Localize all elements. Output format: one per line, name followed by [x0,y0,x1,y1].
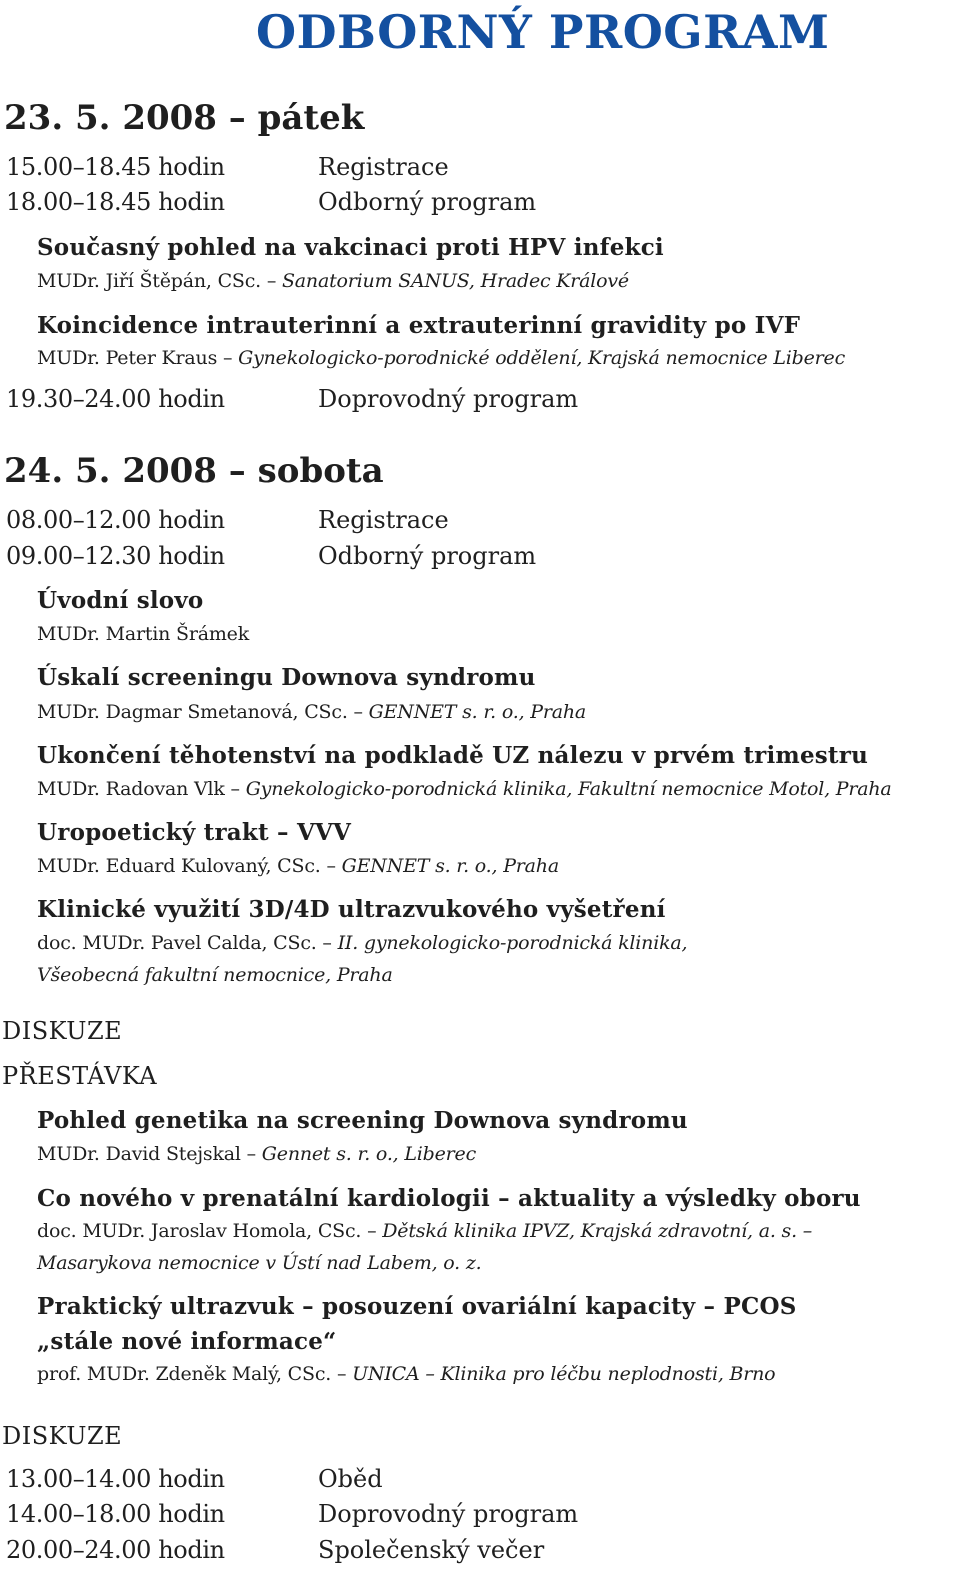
talk-title: Ukončení těhotenství na podkladě UZ nálezu v prvém trimestru [37,742,868,769]
talk-title: Pohled genetika na screening Downova syndromu [37,1107,688,1134]
speaker-affiliation: Gynekologicko-porodnické oddělení, Krajská nemocnice Liberec [238,347,846,369]
talk-title: Praktický ultrazvuk – posouzení ovariální kapacity – PCOS [37,1293,797,1320]
schedule-time: 09.00–12.30 hodin [6,542,225,570]
speaker-affiliation: Gennet s. r. o., Liberec [261,1143,477,1165]
speaker-affiliation: UNICA – Klinika pro léčbu neplodnosti, Brno [352,1363,776,1385]
day-heading-friday: 23. 5. 2008 – pátek [4,98,365,138]
talk-title: Současný pohled na vakcinaci proti HPV infekci [37,234,664,261]
schedule-label: Registrace [318,153,449,181]
schedule-time: 18.00–18.45 hodin [6,188,225,216]
discussion-label: DISKUZE [2,1017,123,1045]
schedule-time: 20.00–24.00 hodin [6,1536,225,1564]
break-label: PŘESTÁVKA [2,1062,158,1090]
speaker-name: doc. MUDr. Pavel Calda, CSc. – [37,932,338,954]
talk-title: Úskalí screeningu Downova syndromu [37,664,536,691]
talk-speaker [37,1217,812,1245]
speaker-name: doc. MUDr. Jaroslav Homola, CSc. – [37,1220,383,1242]
discussion-label: DISKUZE [2,1422,123,1450]
speaker-name: MUDr. Martin Šrámek [37,623,250,645]
speaker-name: MUDr. Eduard Kulovaný, CSc. – [37,855,342,877]
schedule-label: Doprovodný program [318,1500,579,1528]
schedule-time: 14.00–18.00 hodin [6,1500,225,1528]
speaker-affiliation: Všeobecná fakultní nemocnice, Praha [37,964,393,986]
speaker-affiliation: Masarykova nemocnice v Ústí nad Labem, o. z. [37,1252,482,1274]
talk-title: Co nového v prenatální kardiologii – aktuality a výsledky oboru [37,1185,861,1212]
page-title: ODBORNÝ PROGRAM [256,5,830,59]
talk-speaker-affiliation-cont [37,961,393,989]
talk-speaker [37,929,687,957]
talk-speaker [37,267,629,295]
schedule-label: Odborný program [318,542,537,570]
schedule-label: Společenský večer [318,1536,545,1564]
speaker-name: MUDr. Jiří Štěpán, CSc. – [37,270,282,292]
speaker-affiliation: Gynekologicko-porodnická klinika, Fakultní nemocnice Motol, Praha [245,778,892,800]
day-heading-saturday: 24. 5. 2008 – sobota [4,451,384,491]
speaker-name: MUDr. David Stejskal – [37,1143,262,1165]
talk-speaker [37,775,892,803]
schedule-label: Odborný program [318,188,537,216]
schedule-time: 13.00–14.00 hodin [6,1465,225,1493]
talk-speaker [37,344,845,372]
talk-speaker [37,852,559,880]
speaker-name: MUDr. Radovan Vlk – [37,778,246,800]
speaker-affiliation: GENNET s. r. o., Praha [368,701,587,723]
schedule-time: 08.00–12.00 hodin [6,506,225,534]
talk-speaker [37,1140,476,1168]
talk-title-cont: „stále nové informace“ [37,1328,337,1355]
schedule-label: Oběd [318,1465,383,1493]
talk-speaker-affiliation-cont [37,1249,481,1277]
speaker-affiliation: Dětská klinika IPVZ, Krajská zdravotní, a. s. – [382,1220,813,1242]
schedule-time: 19.30–24.00 hodin [6,385,225,413]
schedule-label: Registrace [318,506,449,534]
talk-title: Koincidence intrauterinní a extrauterinní gravidity po IVF [37,312,801,339]
talk-speaker [37,1360,775,1388]
speaker-name: prof. MUDr. Zdeněk Malý, CSc. – [37,1363,353,1385]
speaker-affiliation: GENNET s. r. o., Praha [341,855,559,877]
talk-title: Klinické využití 3D/4D ultrazvukového vyšetření [37,896,666,923]
speaker-name: MUDr. Dagmar Smetanová, CSc. – [37,701,369,723]
talk-speaker [37,698,586,726]
speaker-affiliation: II. gynekologicko-porodnická klinika, [337,932,688,954]
speaker-affiliation: Sanatorium SANUS, Hradec Králové [281,270,629,292]
schedule-time: 15.00–18.45 hodin [6,153,225,181]
talk-title: Uropoetický trakt – VVV [37,819,352,846]
talk-speaker [37,620,249,648]
schedule-label: Doprovodný program [318,385,579,413]
talk-title: Úvodní slovo [37,587,204,614]
speaker-name: MUDr. Peter Kraus – [37,347,239,369]
